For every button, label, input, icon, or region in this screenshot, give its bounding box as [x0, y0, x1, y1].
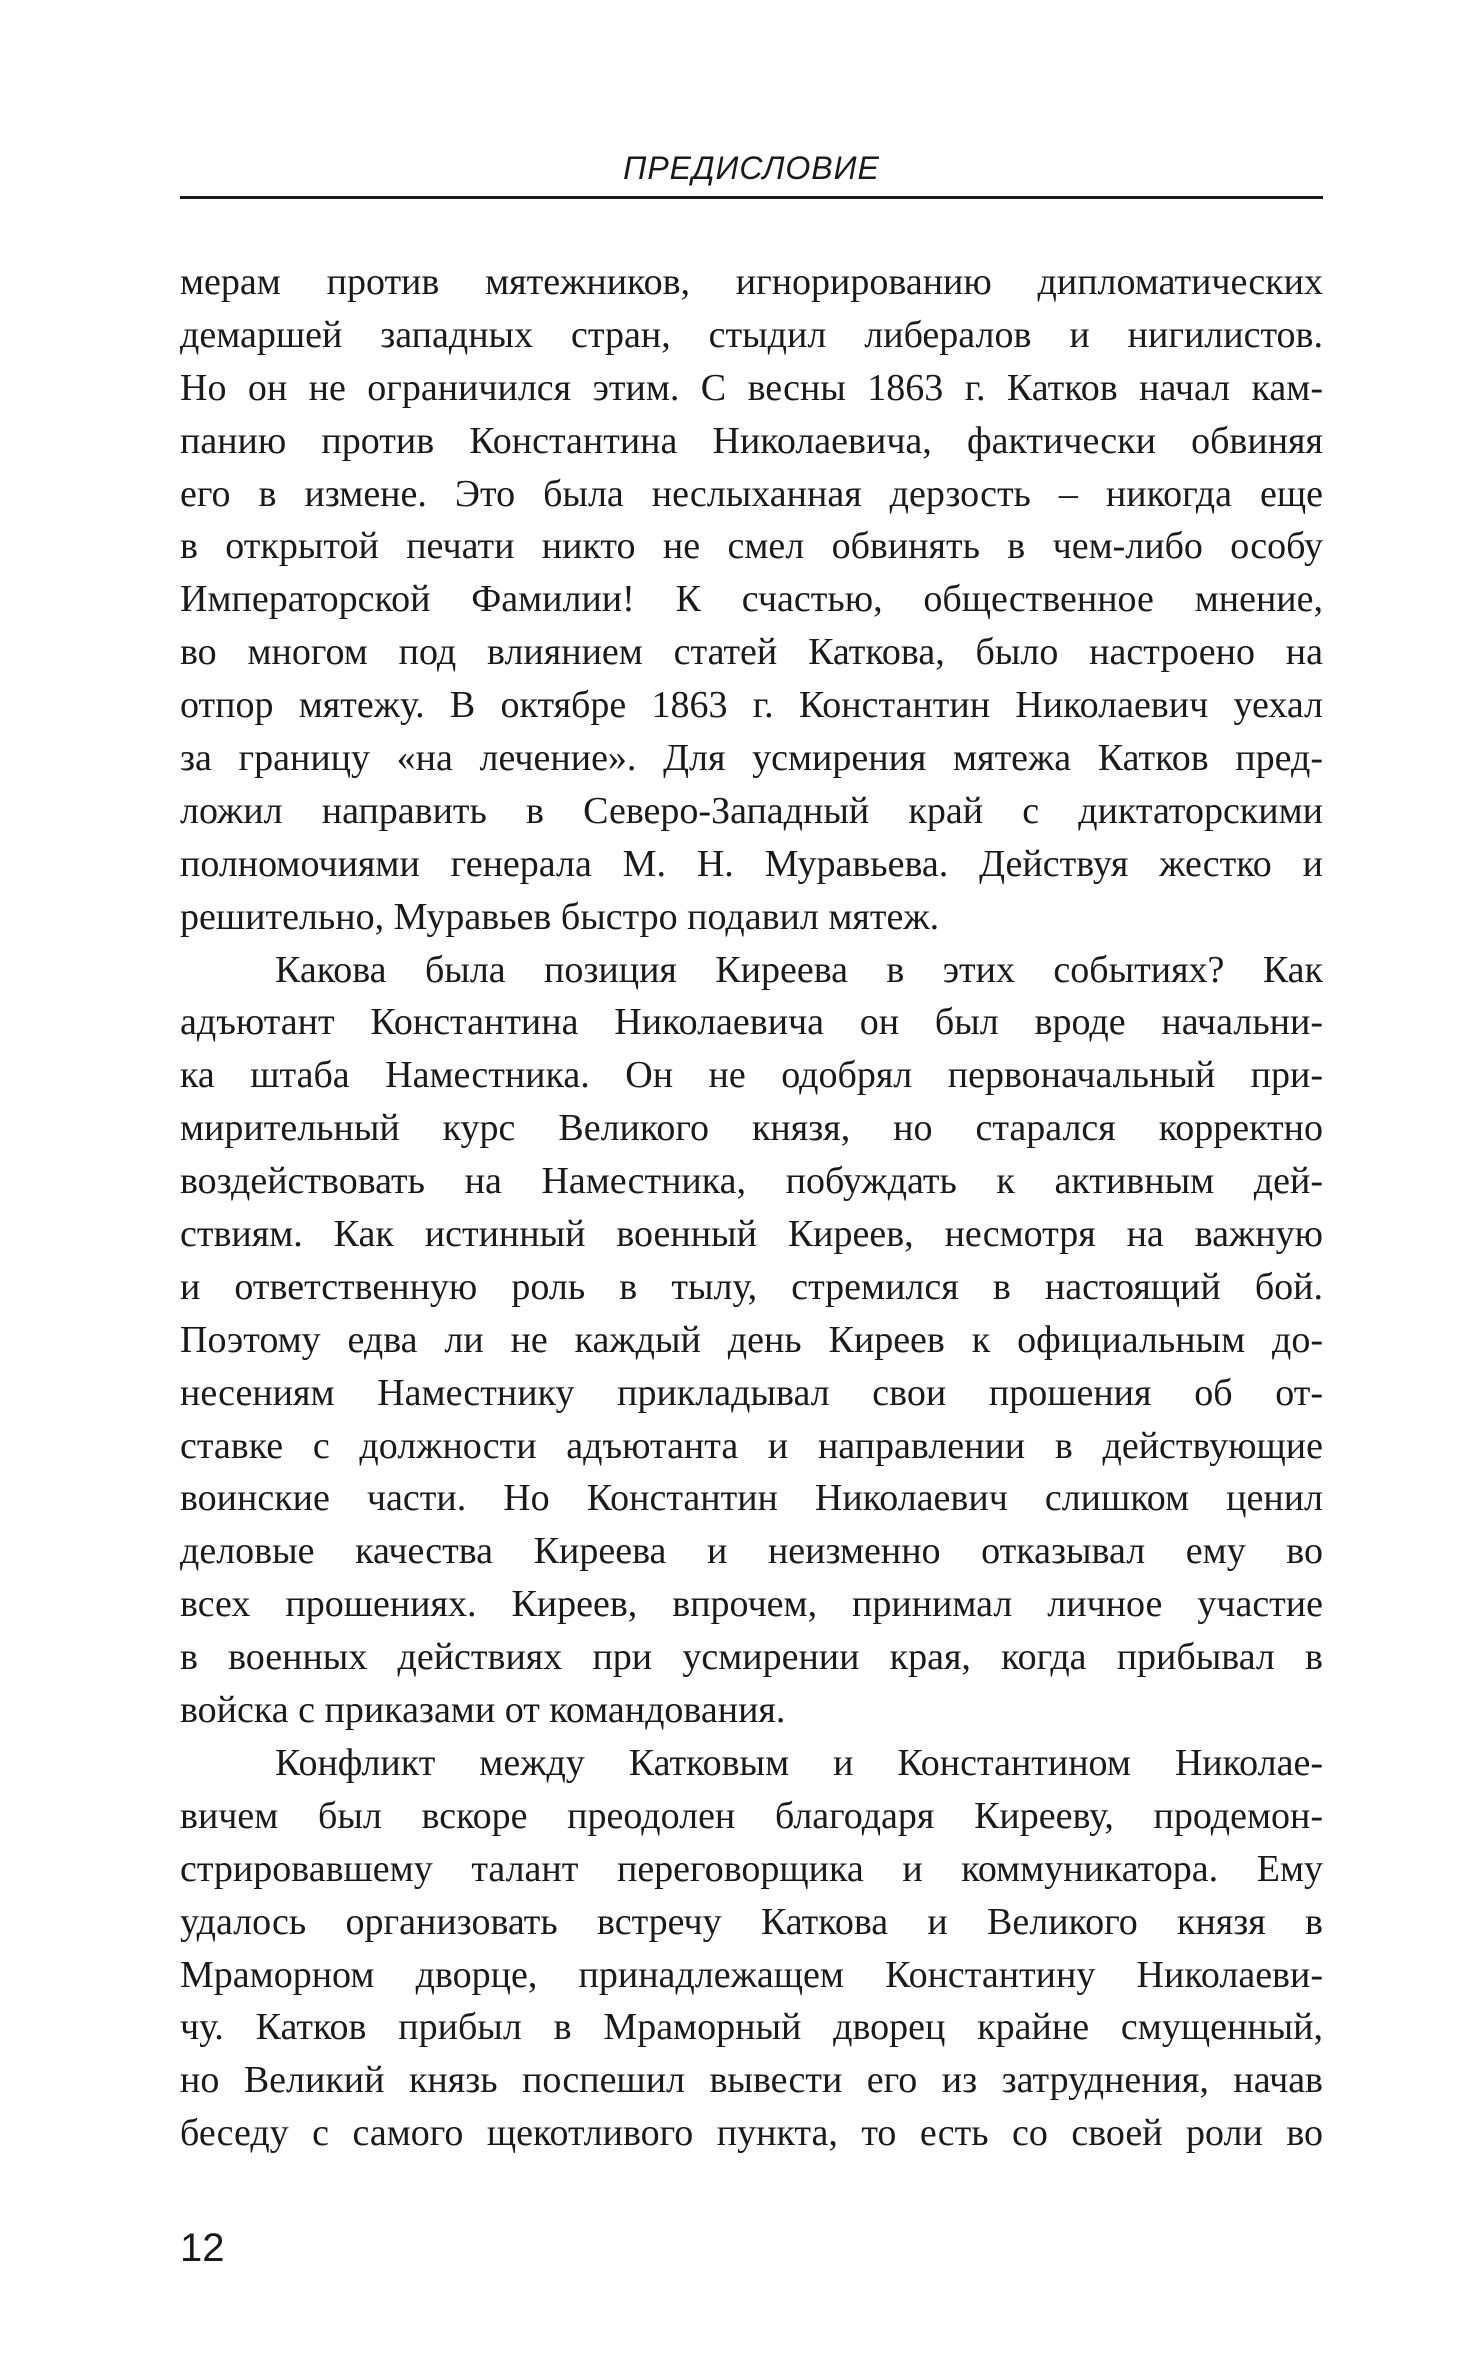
text-line: стрировавшему талант переговорщика и коммуникатора. Ему: [180, 1847, 1323, 1890]
text-line: беседу с самого щекотливого пункта, то есть со своей роли во: [180, 2112, 1323, 2155]
text-line: ствиям. Как истинный военный Киреев, несмотря на важную: [180, 1213, 1323, 1256]
text-line: ка штаба Наместника. Он не одобрял первоначальный при-: [180, 1054, 1323, 1097]
text-line: Поэтому едва ли не каждый день Киреев к официальным до-: [180, 1318, 1323, 1361]
text-line: чу. Катков прибыл в Мраморный дворец крайне смущенный,: [180, 2006, 1323, 2049]
text-line: Императорской Фамилии! К счастью, общественное мнение,: [180, 578, 1323, 621]
text-line: Мраморном дворце, принадлежащем Константину Николаеви-: [180, 1953, 1323, 1996]
text-line: решительно, Муравьев быстро подавил мятеж.: [180, 895, 940, 938]
text-line: его в измене. Это была неслыханная дерзость – никогда еще: [180, 472, 1323, 515]
page-number: 12: [180, 2226, 225, 2270]
text-line: деловые качества Киреева и неизменно отказывал ему во: [180, 1530, 1323, 1573]
text-line: демаршей западных стран, стыдил либералов и нигилистов.: [180, 313, 1323, 356]
text-line: вичем был вскоре преодолен благодаря Кирееву, продемон-: [180, 1794, 1323, 1837]
text-line: адъютант Константина Николаевича он был вроде начальни-: [180, 1001, 1323, 1044]
text-line: войска с приказами от командования.: [180, 1689, 786, 1732]
body-text: [180, 256, 1323, 2160]
text-line: несениям Наместнику прикладывал свои прошения об от-: [180, 1371, 1323, 1414]
text-line: полномочиями генерала М. Н. Муравьева. Действуя жестко и: [180, 842, 1323, 885]
text-line: воинские части. Но Константин Николаевич слишком ценил: [180, 1477, 1323, 1520]
text-line: отпор мятежу. В октябре 1863 г. Константин Николаевич уехал: [180, 684, 1323, 727]
text-line: Но он не ограничился этим. С весны 1863 г. Катков начал кам-: [180, 366, 1323, 409]
paragraph-2: [180, 944, 1323, 1737]
text-line: панию против Константина Николаевича, фактически обвиняя: [180, 419, 1323, 462]
text-line: мирительный курс Великого князя, но старался корректно: [180, 1107, 1323, 1150]
text-line: Какова была позиция Киреева в этих событиях? Как: [275, 948, 1323, 991]
text-line: за границу «на лечение». Для усмирения мятежа Катков пред-: [180, 737, 1323, 780]
text-line: ставке с должности адъютанта и направлении в действующие: [180, 1424, 1323, 1467]
running-head-title: ПРЕДИСЛОВИЕ: [623, 150, 880, 186]
text-line: в открытой печати никто не смел обвинять в чем-либо особу: [180, 525, 1323, 568]
paragraph-3: [180, 1737, 1323, 2160]
text-line: во многом под влиянием статей Каткова, было настроено на: [180, 631, 1323, 674]
text-line: Конфликт между Катковым и Константином Николае-: [275, 1741, 1323, 1784]
text-line: ложил направить в Северо-Западный край с диктаторскими: [180, 789, 1323, 832]
text-line: в военных действиях при усмирении края, когда прибывал в: [180, 1636, 1323, 1679]
header-rule: [180, 196, 1323, 199]
paragraph-1: [180, 256, 1323, 944]
text-line: мерам против мятежников, игнорированию дипломатических: [180, 261, 1323, 303]
text-line: удалось организовать встречу Каткова и Великого князя в: [180, 1900, 1323, 1943]
text-line: но Великий князь поспешил вывести его из затруднения, начав: [180, 2059, 1323, 2102]
text-line: и ответственную роль в тылу, стремился в настоящий бой.: [180, 1265, 1323, 1308]
text-line: всех прошениях. Киреев, впрочем, принимал личное участие: [180, 1583, 1323, 1626]
text-line: воздействовать на Наместника, побуждать к активным дей-: [180, 1160, 1323, 1203]
